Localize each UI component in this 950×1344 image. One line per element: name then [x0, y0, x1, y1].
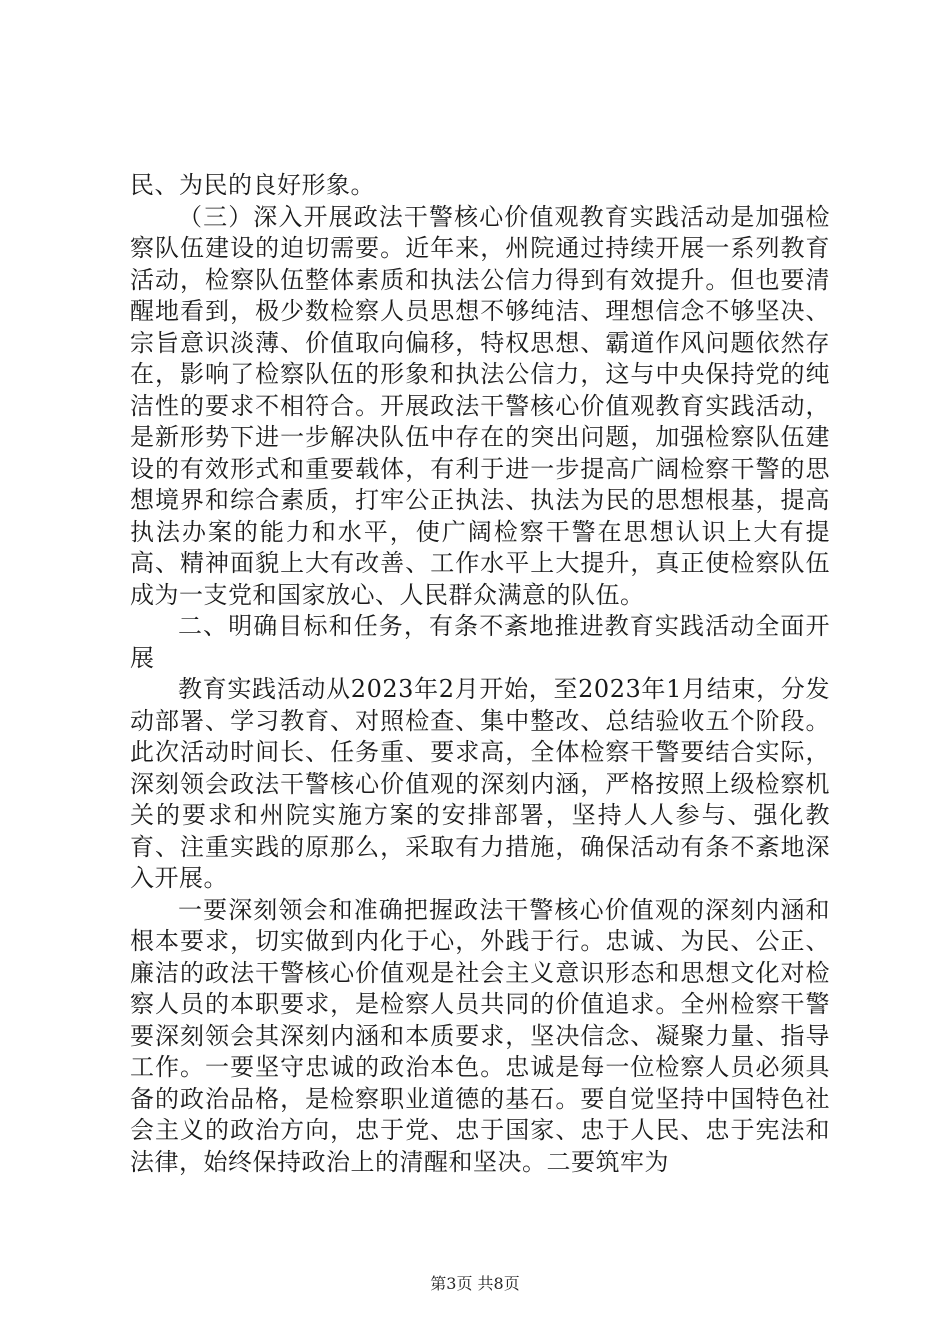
page-footer: 第3页 共8页: [430, 1274, 520, 1293]
paragraph-continuation: 民、为民的良好形象。: [130, 171, 375, 199]
paragraph-section-three: （三）深入开展政法干警核心价值观教育实践活动是加强检察队伍建设的迫切需要。近年来，州院通过持续开展一系列教育活动，检察队伍整体素质和执法公信力得到有效提升。但也要清醒地看到，极少数检察人员思想不够纯洁、理想信念不够坚决、宗旨意识淡薄、价值取向偏移，特权思想、霸道作风问题依然存在，影响了检察队伍的形象和执法公信力，这与中央保持党的纯洁性的要求不相符合。开展政法干警核心价值观教育实践活动，是新形势下进一步解决队伍中存在的突出问题，加强检察队伍建设的有效形式和重要载体，有利于进一步提高广阔检察干警的思想境界和综合素质，打牢公正执法、执法为民的思想根基，提高执法办案的能力和水平，使广阔检察干警在思想认识上大有提高、精神面貌上大有改善、工作水平上大提升，真正使检察队伍成为一支党和国家放心、人民群众满意的队伍。: [130, 202, 830, 609]
paragraph-core-values: 一要深刻领会和准确把握政法干警核心价值观的深刻内涵和根本要求，切实做到内化于心，外践于行。忠诚、为民、公正、廉洁的政法干警核心价值观是社会主义意识形态和思想文化对检察人员的本职要求，是检察人员共同的价值追求。全州检察干警要深刻领会其深刻内涵和本质要求，坚决信念、凝聚力量、指导工作。一要坚守忠诚的政治本色。忠诚是每一位检察人员必须具备的政治品格，是检察职业道德的基石。要自觉坚持中国特色社会主义的政治方向，忠于党、忠于国家、忠于人民、忠于宪法和法律，始终保持政治上的清醒和坚决。二要筑牢为: [130, 895, 830, 1176]
paragraph-schedule: 教育实践活动从2023年2月开始，至2023年1月结束，分发动部署、学习教育、对照检查、集中整改、总结验收五个阶段。此次活动时间长、任务重、要求高，全体检察干警要结合实际，深刻领会政法干警核心价值观的深刻内涵，严格按照上级检察机关的要求和州院实施方案的安排部署，坚持人人参与、强化教育、注重实践的原那么，采取有力措施，确保活动有条不紊地深入开展。: [130, 675, 830, 892]
document-body: [130, 170, 830, 1178]
section-heading-two: 二、明确目标和任务，有条不紊地推进教育实践活动全面开展: [130, 612, 830, 672]
